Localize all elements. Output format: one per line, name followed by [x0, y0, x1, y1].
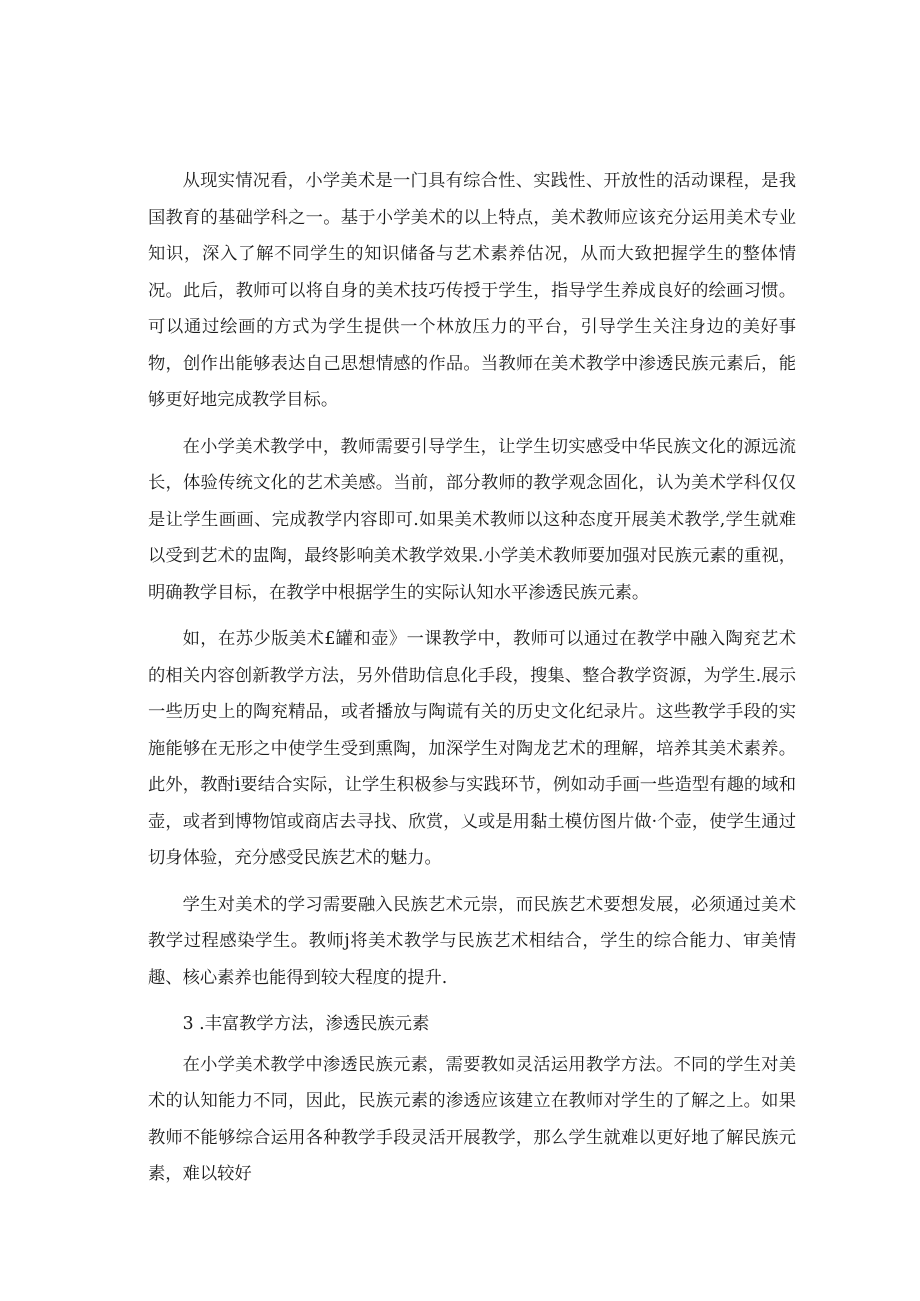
paragraph-2: 在小学美术教学中，教师需要引导学生，让学生切实感受中华民族文化的源远流长，体验传统文化的艺术美感。当前，部分教师的教学观念固化，认为美术学科仅仅是让学生画画、完成教学内容即可.如果美术教师以这种态度开展美术教学,学生就难以受到艺术的盅陶，最终影响美术教学效果.小学美术教师要加强对民族元素的重视，明确教学目标，在教学中根据学生的实际认知水平渗透民族元素。 — [148, 436, 796, 603]
document-body — [148, 163, 796, 1203]
section-heading: 3 .丰富教学方法，渗透民族元素 — [182, 1014, 430, 1034]
paragraph-4: 学生对美术的学习需要融入民族艺术元崇，而民族艺术要想发展，必须通过美术教学过程感染学生。教师j将美术教学与民族艺术相结合，学生的综合能力、审美情趣、核心素养也能得到较大程度的提升. — [148, 894, 796, 988]
paragraph-3: 如，在苏少版美术£罐和壶》一课教学中，教师可以通过在教学中融入陶兖艺术的相关内容创新教学方法，另外借助信息化手段，搜集、整合教学资源，为学生.展示一些历史上的陶兖精品，或者播放与陶谎有关的历史文化纪录片。这些教学手段的实施能够在无形之中使学生受到熏陶，加深学生对陶龙艺术的理解，培养其美术素养。此外，教酎i要结合实际，让学生积极参与实践环节，例如动手画一些造型有趣的域和壶，或者到博物馆或商店去寻找、欣赏，乂或是用黏土模仿图片做·个壶，使学生通过切身体验，充分感受民族艺术的魅力。 — [148, 629, 796, 868]
paragraph-1: 从现实情况看，小学美术是一门具有综合性、实践性、开放性的活动课程，是我国教育的基础学科之一。基于小学美术的以上特点，美术教师应该充分运用美术专业知识，深入了解不同学生的知识储备与艺术素养估况，从而大致把握学生的整体情况。此后，教师可以将自身的美术技巧传授于学生，指导学生养成良好的绘画习惯。可以通过绘画的方式为学生提供一个林放压力的平台，引导学生关注身边的美好事物，创作出能够表达自己思想情感的作品。当教师在美术教学中渗透民族元素后，能够更好地完成教学目标。 — [148, 171, 796, 410]
paragraph-5: 在小学美术教学中渗透民族元素，需要教如灵活运用教学方法。不同的学生对美术的认知能力不同，因此，民族元素的渗透应该建立在教师对学生的了解之上。如果教师不能够综合运用各种教学手段灵活开展教学，那么学生就难以更好地了解民族元素，难以较好 — [148, 1054, 796, 1184]
